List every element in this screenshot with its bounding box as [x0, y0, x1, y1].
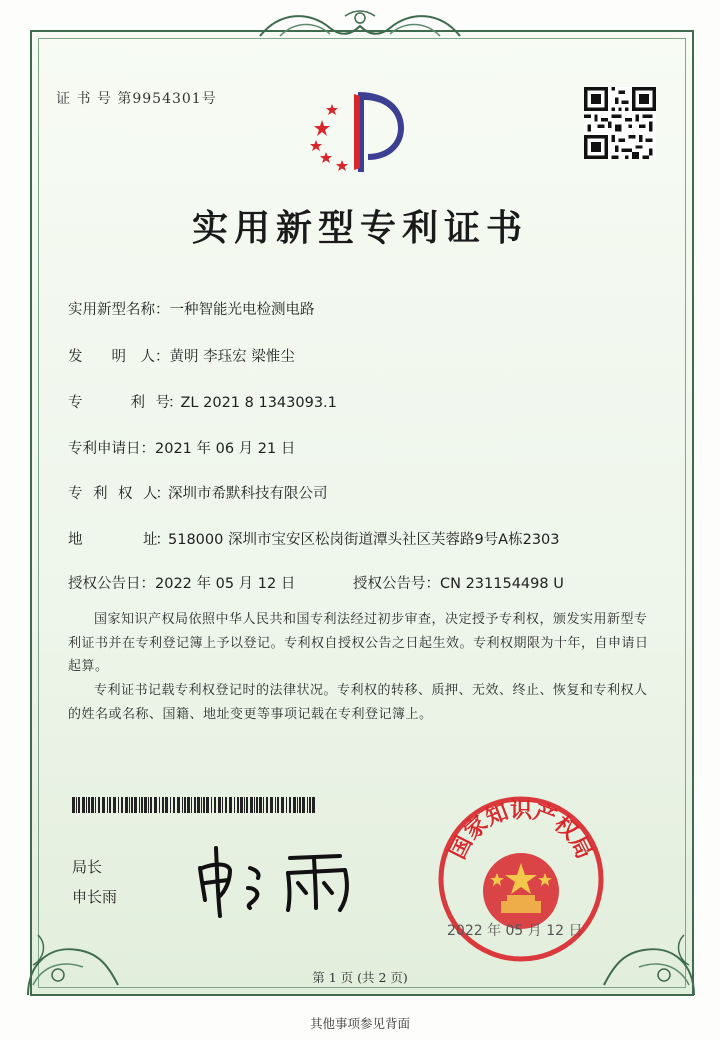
seal-date: 2022 年 05 月 12 日: [447, 923, 583, 939]
field-utility-model-name: [68, 298, 315, 319]
field-value: 黄明 李珏宏 梁惟尘: [169, 349, 295, 365]
field-label: 实用新型名称：: [68, 302, 170, 318]
field-grant: [68, 572, 564, 593]
field-label: 专 利 号：: [68, 395, 181, 411]
director-title: 局长: [72, 858, 103, 876]
field-address: [68, 528, 560, 549]
paragraph-legal-status: 专利证书记载专利权登记时的法律状况。专利权的转移、质押、无效、终止、恢复和专利权人的姓名或名称、国籍、地址变更等事项记载在专利登记簿上。: [68, 683, 648, 722]
paragraph-grant-notice: 国家知识产权局依照中华人民共和国专利法经过初步审查，决定授予专利权，颁发实用新型专利证书并在专利登记簿上予以登记。专利权自授权公告之日起生效。专利权期限为十年，自申请日起算。: [68, 612, 649, 674]
grant-number-value: CN 231154498 U: [440, 576, 564, 592]
field-patent-number: [68, 391, 337, 412]
field-label: 专利申请日：: [68, 441, 155, 457]
field-label: 专 利 权 人：: [68, 486, 168, 502]
director-name: 申长雨: [72, 888, 118, 906]
field-label: 地 址：: [68, 532, 168, 548]
grant-date-label: 授权公告日：: [68, 576, 155, 592]
page-number: 第 1 页 (共 2 页): [312, 970, 408, 985]
seal-text: 国家知识产权局: [444, 797, 598, 864]
top-ornament: [250, 6, 470, 48]
field-inventors: [68, 345, 295, 366]
grant-number-label: 授权公告号：: [353, 576, 440, 592]
field-value: 2021 年 06 月 21 日: [155, 441, 296, 457]
qr-code: [584, 86, 656, 160]
field-application-date: [68, 437, 295, 458]
certificate-title: 实用新型专利证书: [191, 207, 528, 249]
bottom-right-ornament: [594, 905, 704, 1005]
patent-office-logo: [300, 82, 410, 177]
field-value: 一种智能光电检测电路: [169, 302, 315, 318]
barcode: [72, 797, 318, 813]
footer-note: 其他事项参见背面: [309, 1016, 410, 1031]
field-label: 发 明 人：: [68, 349, 170, 365]
certificate-number: 证 书 号 第9954301号: [56, 91, 217, 107]
grant-date-value: 2022 年 05 月 12 日: [155, 576, 296, 592]
director-signature: [190, 838, 370, 918]
field-value: 518000 深圳市宝安区松岗街道潭头社区芙蓉路9号A栋2303: [168, 532, 560, 548]
field-value: 深圳市希默科技有限公司: [168, 486, 328, 502]
field-value: ZL 2021 8 1343093.1: [180, 395, 337, 411]
field-patentee: [68, 482, 328, 503]
bottom-left-ornament: [18, 905, 128, 1005]
